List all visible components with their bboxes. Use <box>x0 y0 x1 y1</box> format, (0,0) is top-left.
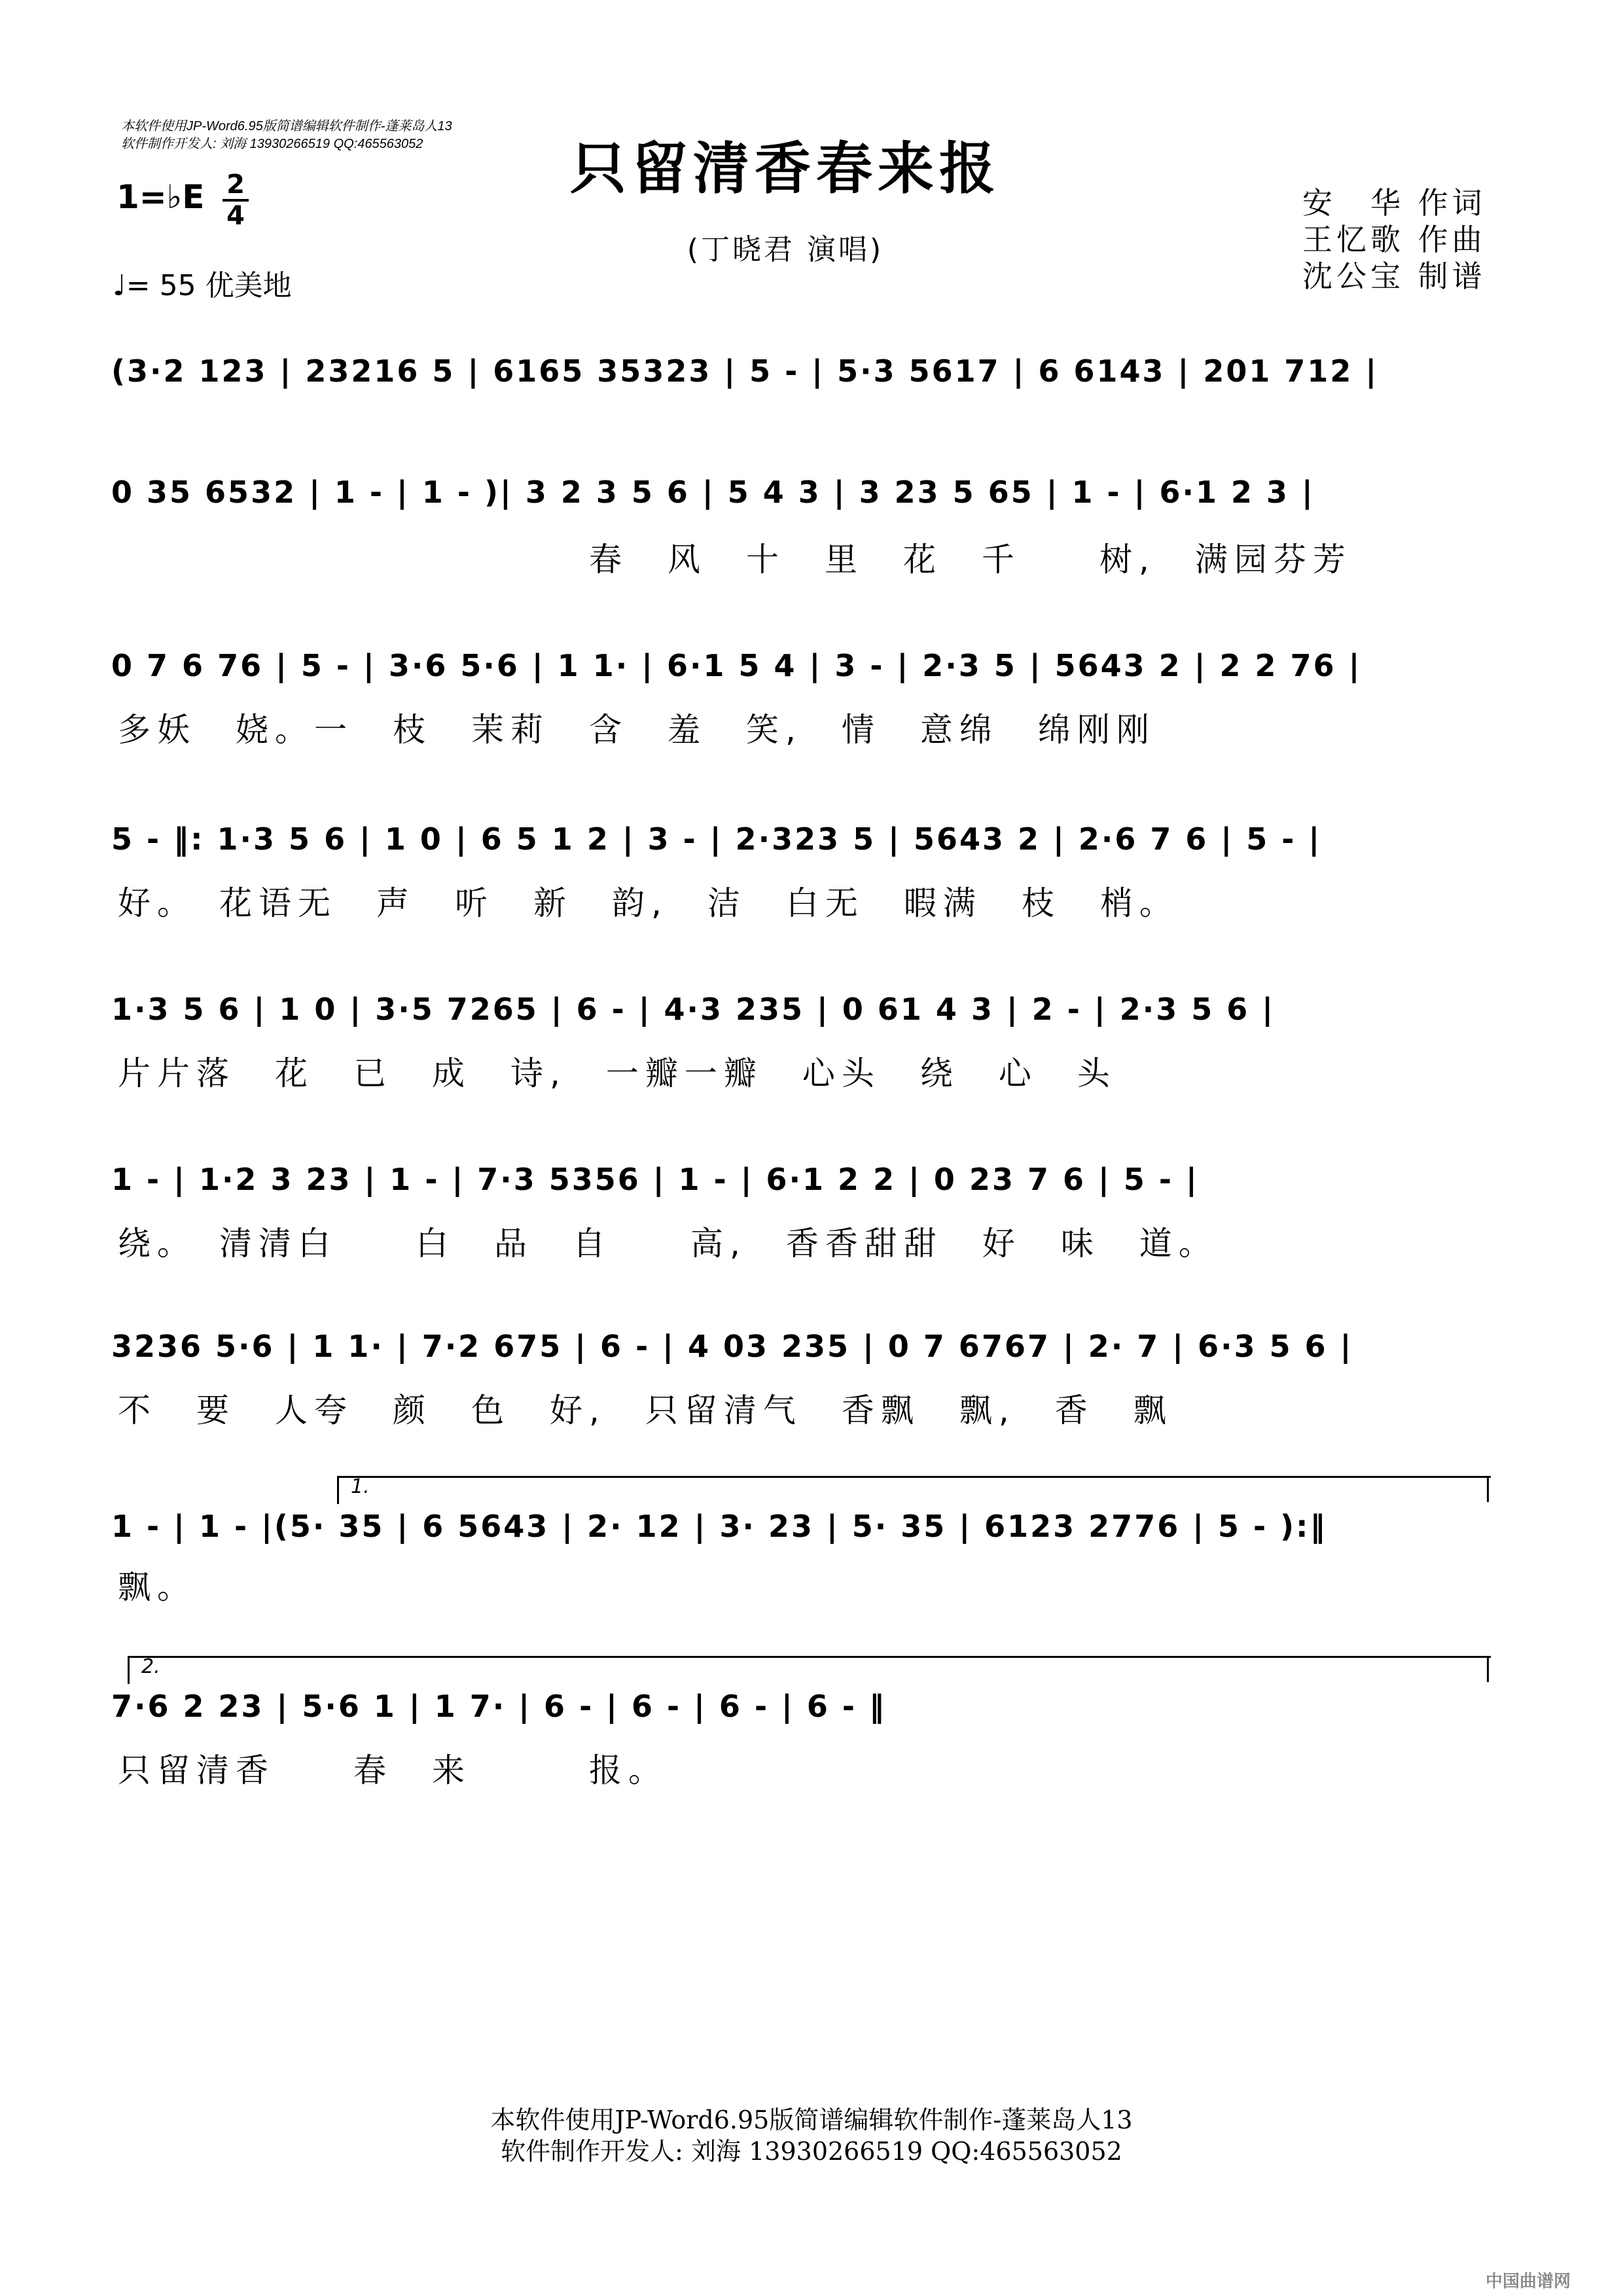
arranger-credit: 沈公宝 制谱 <box>1302 259 1486 294</box>
key-signature: 1=♭E <box>116 178 205 216</box>
credits <box>1302 185 1486 295</box>
second-ending-label: 2. <box>141 1655 160 1678</box>
notation-row: (3·2 123 | 23216 5 | 6165 35323 | 5 - | 5·3 5617 | 6 6143 | 201 712 | <box>111 353 1379 389</box>
watermark-line: 软件制作开发人: 刘海 13930266519 QQ:465563052 <box>121 137 423 151</box>
performer-subtitle: (丁晓君 演唱) <box>687 233 884 266</box>
composer-credit: 王忆歌 作曲 <box>1302 222 1486 257</box>
lyric-line: 多妖 娆。一 枝 茉莉 含 羞 笑, 情 意绵 绵刚刚 <box>118 711 1156 749</box>
lyric-line: 片片落 花 已 成 诗, 一瓣一瓣 心头 绕 心 头 <box>118 1054 1116 1092</box>
lyric-line: 春 风 十 里 花 千 树, 满园芬芳 <box>589 541 1352 579</box>
song-title: 只留清香春来报 <box>570 136 1001 202</box>
lyric-line: 飘。 <box>118 1568 196 1606</box>
first-ending-bracket-end <box>1487 1476 1489 1502</box>
lyric-line: 绕。 清清白 白 品 自 高, 香香甜甜 好 味 道。 <box>118 1225 1218 1263</box>
notation-row: 1 - | 1·2 3 23 | 1 - | 7·3 5356 | 1 - | 6·1 2 2 | 0 23 7 6 | 5 - | <box>111 1162 1199 1197</box>
time-signature-top: 2 <box>226 170 245 200</box>
first-ending-label: 1. <box>351 1475 370 1498</box>
tempo-marking: ♩= 55 优美地 <box>113 269 292 302</box>
watermark-line: 本软件使用JP-Word6.95版简谱编辑软件制作-蓬莱岛人13 <box>121 119 452 134</box>
time-signature <box>223 171 249 229</box>
notation-row: 7·6 2 23 | 5·6 1 | 1 7· | 6 - | 6 - | 6 - | 6 - ‖ <box>111 1689 886 1724</box>
site-logo: 中国曲谱网 <box>1486 2272 1571 2291</box>
second-ending-bracket <box>128 1656 1491 1684</box>
software-watermark-bottom <box>0 2104 1623 2167</box>
watermark-line: 软件制作开发人: 刘海 13930266519 QQ:465563052 <box>501 2137 1122 2166</box>
time-signature-bottom: 4 <box>226 201 245 231</box>
notation-row: 1·3 5 6 | 1 0 | 3·5 7265 | 6 - | 4·3 235 | 0 61 4 3 | 2 - | 2·3 5 6 | <box>111 992 1275 1027</box>
lyric-line: 只留清香 春 来 报。 <box>118 1751 668 1789</box>
notation-row: 0 7 6 76 | 5 - | 3·6 5·6 | 1 1· | 6·1 5 4 | 3 - | 2·3 5 | 5643 2 | 2 2 76 | <box>111 648 1362 683</box>
second-ending-bracket-end <box>1487 1656 1489 1682</box>
watermark-line: 本软件使用JP-Word6.95版简谱编辑软件制作-蓬莱岛人13 <box>490 2106 1133 2134</box>
lyric-line: 不 要 人夸 颜 色 好, 只留清气 香飘 飘, 香 飘 <box>118 1391 1173 1429</box>
first-ending-bracket <box>337 1476 1491 1504</box>
lyric-line: 好。 花语无 声 听 新 韵, 洁 白无 暇满 枝 梢。 <box>118 884 1179 922</box>
notation-row: 0 35 6532 | 1 - | 1 - )| 3 2 3 5 6 | 5 4 3 | 3 23 5 65 | 1 - | 6·1 2 3 | <box>111 475 1315 510</box>
notation-row: 3236 5·6 | 1 1· | 7·2 675 | 6 - | 4 03 235 | 0 7 6767 | 2· 7 | 6·3 5 6 | <box>111 1329 1353 1364</box>
notation-row: 5 - ‖: 1·3 5 6 | 1 0 | 6 5 1 2 | 3 - | 2·323 5 | 5643 2 | 2·6 7 6 | 5 - | <box>111 821 1322 857</box>
notation-row: 1 - | 1 - |(5· 35 | 6 5643 | 2· 12 | 3· 23 | 5· 35 | 6123 2776 | 5 - ):‖ <box>111 1509 1327 1544</box>
lyricist-credit: 安 华 作词 <box>1302 185 1486 221</box>
